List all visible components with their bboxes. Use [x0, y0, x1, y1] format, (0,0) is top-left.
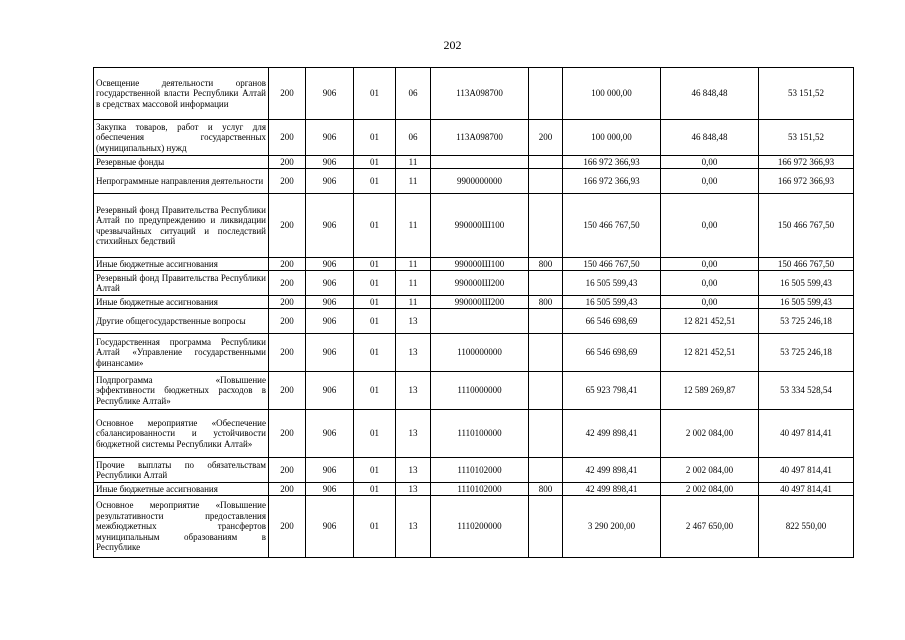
section-code-cell: 01	[354, 496, 396, 558]
table-row	[94, 496, 854, 558]
amount-executed-cell: 2 467 650,00	[661, 496, 759, 558]
admin-code-cell: 906	[306, 309, 354, 334]
admin-code-cell: 906	[306, 483, 354, 496]
subsection-code-cell: 13	[396, 334, 431, 372]
section-code-cell: 01	[354, 410, 396, 458]
subsection-code-cell: 13	[396, 496, 431, 558]
target-article-cell: 113A098700	[431, 120, 529, 156]
amount-planned-cell: 166 972 366,93	[563, 169, 661, 194]
ved-code-cell: 200	[269, 334, 306, 372]
amount-executed-cell: 0,00	[661, 156, 759, 169]
target-article-cell: 1110102000	[431, 458, 529, 483]
row-name-cell: Иные бюджетные ассигнования	[94, 483, 269, 496]
table-row	[94, 410, 854, 458]
amount-remaining-cell: 16 505 599,43	[759, 271, 854, 296]
section-code-cell: 01	[354, 309, 396, 334]
table-row	[94, 271, 854, 296]
amount-remaining-cell: 822 550,00	[759, 496, 854, 558]
row-name-cell: Прочие выплаты по обязательствам Республики Алтай	[94, 458, 269, 483]
section-code-cell: 01	[354, 156, 396, 169]
budget-table	[93, 67, 854, 558]
section-code-cell: 01	[354, 483, 396, 496]
ved-code-cell: 200	[269, 169, 306, 194]
amount-remaining-cell: 16 505 599,43	[759, 296, 854, 309]
amount-planned-cell: 42 499 898,41	[563, 483, 661, 496]
table-row	[94, 194, 854, 258]
target-article-cell	[431, 156, 529, 169]
row-name-cell: Иные бюджетные ассигнования	[94, 258, 269, 271]
ved-code-cell: 200	[269, 258, 306, 271]
amount-planned-cell: 16 505 599,43	[563, 296, 661, 309]
amount-executed-cell: 2 002 084,00	[661, 458, 759, 483]
amount-planned-cell: 166 972 366,93	[563, 156, 661, 169]
expense-type-cell	[529, 156, 563, 169]
target-article-cell: 113A098700	[431, 68, 529, 120]
amount-remaining-cell: 166 972 366,93	[759, 156, 854, 169]
amount-remaining-cell: 53 725 246,18	[759, 334, 854, 372]
target-article-cell: 990000Ш200	[431, 271, 529, 296]
admin-code-cell: 906	[306, 334, 354, 372]
target-article-cell: 1110102000	[431, 483, 529, 496]
row-name-cell: Закупка товаров, работ и услуг для обеспечения государственных (муниципальных) нужд	[94, 120, 269, 156]
ved-code-cell: 200	[269, 68, 306, 120]
amount-executed-cell: 2 002 084,00	[661, 410, 759, 458]
admin-code-cell: 906	[306, 372, 354, 410]
section-code-cell: 01	[354, 258, 396, 271]
page-number: 202	[443, 38, 462, 52]
table-row	[94, 372, 854, 410]
subsection-code-cell: 06	[396, 120, 431, 156]
admin-code-cell: 906	[306, 271, 354, 296]
expense-type-cell: 200	[529, 120, 563, 156]
amount-planned-cell: 150 466 767,50	[563, 258, 661, 271]
row-name-cell: Иные бюджетные ассигнования	[94, 296, 269, 309]
section-code-cell: 01	[354, 194, 396, 258]
amount-planned-cell: 16 505 599,43	[563, 271, 661, 296]
ved-code-cell: 200	[269, 156, 306, 169]
amount-executed-cell: 12 821 452,51	[661, 334, 759, 372]
subsection-code-cell: 11	[396, 258, 431, 271]
amount-remaining-cell: 40 497 814,41	[759, 458, 854, 483]
amount-planned-cell: 42 499 898,41	[563, 410, 661, 458]
target-article-cell: 990000Ш100	[431, 258, 529, 271]
subsection-code-cell: 11	[396, 194, 431, 258]
section-code-cell: 01	[354, 458, 396, 483]
admin-code-cell: 906	[306, 194, 354, 258]
admin-code-cell: 906	[306, 156, 354, 169]
admin-code-cell: 906	[306, 258, 354, 271]
table-row	[94, 258, 854, 271]
ved-code-cell: 200	[269, 458, 306, 483]
table-row	[94, 68, 854, 120]
amount-executed-cell: 12 821 452,51	[661, 309, 759, 334]
ved-code-cell: 200	[269, 194, 306, 258]
amount-planned-cell: 42 499 898,41	[563, 458, 661, 483]
target-article-cell: 990000Ш100	[431, 194, 529, 258]
table-row	[94, 309, 854, 334]
table-row	[94, 169, 854, 194]
table-row	[94, 334, 854, 372]
expense-type-cell: 800	[529, 296, 563, 309]
target-article-cell: 9900000000	[431, 169, 529, 194]
amount-remaining-cell: 150 466 767,50	[759, 258, 854, 271]
section-code-cell: 01	[354, 120, 396, 156]
expense-type-cell	[529, 68, 563, 120]
subsection-code-cell: 11	[396, 271, 431, 296]
subsection-code-cell: 13	[396, 410, 431, 458]
admin-code-cell: 906	[306, 169, 354, 194]
subsection-code-cell: 11	[396, 156, 431, 169]
target-article-cell: 1110200000	[431, 496, 529, 558]
section-code-cell: 01	[354, 68, 396, 120]
expense-type-cell	[529, 334, 563, 372]
target-article-cell: 1100000000	[431, 334, 529, 372]
amount-remaining-cell: 53 151,52	[759, 68, 854, 120]
amount-remaining-cell: 166 972 366,93	[759, 169, 854, 194]
amount-planned-cell: 100 000,00	[563, 120, 661, 156]
row-name-cell: Подпрограмма «Повышение эффективности бюджетных расходов в Республике Алтай»	[94, 372, 269, 410]
amount-executed-cell: 0,00	[661, 271, 759, 296]
admin-code-cell: 906	[306, 496, 354, 558]
amount-executed-cell: 46 848,48	[661, 120, 759, 156]
subsection-code-cell: 11	[396, 296, 431, 309]
ved-code-cell: 200	[269, 271, 306, 296]
amount-remaining-cell: 40 497 814,41	[759, 410, 854, 458]
expense-type-cell	[529, 194, 563, 258]
row-name-cell: Государственная программа Республики Алтай «Управление государственными финансами»	[94, 334, 269, 372]
expense-type-cell	[529, 169, 563, 194]
ved-code-cell: 200	[269, 410, 306, 458]
target-article-cell: 990000Ш200	[431, 296, 529, 309]
amount-executed-cell: 0,00	[661, 194, 759, 258]
admin-code-cell: 906	[306, 458, 354, 483]
amount-planned-cell: 65 923 798,41	[563, 372, 661, 410]
target-article-cell	[431, 309, 529, 334]
target-article-cell: 1110000000	[431, 372, 529, 410]
target-article-cell: 1110100000	[431, 410, 529, 458]
section-code-cell: 01	[354, 169, 396, 194]
table-row	[94, 458, 854, 483]
table-row	[94, 483, 854, 496]
amount-planned-cell: 100 000,00	[563, 68, 661, 120]
table-row	[94, 296, 854, 309]
amount-planned-cell: 66 546 698,69	[563, 334, 661, 372]
admin-code-cell: 906	[306, 296, 354, 309]
section-code-cell: 01	[354, 334, 396, 372]
amount-remaining-cell: 53 151,52	[759, 120, 854, 156]
row-name-cell: Непрограммные направления деятельности	[94, 169, 269, 194]
amount-remaining-cell: 53 334 528,54	[759, 372, 854, 410]
row-name-cell: Резервный фонд Правительства Республики Алтай по предупреждению и ликвидации чрезвычайных ситуаций и последствий стихийных бедствий	[94, 194, 269, 258]
section-code-cell: 01	[354, 372, 396, 410]
table-row	[94, 120, 854, 156]
admin-code-cell: 906	[306, 68, 354, 120]
table-row	[94, 156, 854, 169]
ved-code-cell: 200	[269, 120, 306, 156]
section-code-cell: 01	[354, 271, 396, 296]
budget-table-body	[94, 68, 854, 558]
expense-type-cell: 800	[529, 483, 563, 496]
expense-type-cell	[529, 410, 563, 458]
amount-executed-cell: 2 002 084,00	[661, 483, 759, 496]
amount-remaining-cell: 150 466 767,50	[759, 194, 854, 258]
row-name-cell: Основное мероприятие «Обеспечение сбалансированности и устойчивости бюджетной системы Республики Алтай»	[94, 410, 269, 458]
admin-code-cell: 906	[306, 410, 354, 458]
ved-code-cell: 200	[269, 483, 306, 496]
row-name-cell: Резервный фонд Правительства Республики Алтай	[94, 271, 269, 296]
row-name-cell: Другие общегосударственные вопросы	[94, 309, 269, 334]
admin-code-cell: 906	[306, 120, 354, 156]
row-name-cell: Основное мероприятие «Повышение результативности предоставления межбюджетных трансфертов муниципальным образованиям в Республике	[94, 496, 269, 558]
expense-type-cell	[529, 309, 563, 334]
amount-executed-cell: 46 848,48	[661, 68, 759, 120]
subsection-code-cell: 11	[396, 169, 431, 194]
ved-code-cell: 200	[269, 296, 306, 309]
section-code-cell: 01	[354, 296, 396, 309]
subsection-code-cell: 13	[396, 483, 431, 496]
subsection-code-cell: 06	[396, 68, 431, 120]
row-name-cell: Резервные фонды	[94, 156, 269, 169]
expense-type-cell: 800	[529, 258, 563, 271]
amount-executed-cell: 0,00	[661, 169, 759, 194]
amount-remaining-cell: 53 725 246,18	[759, 309, 854, 334]
amount-planned-cell: 3 290 200,00	[563, 496, 661, 558]
ved-code-cell: 200	[269, 372, 306, 410]
amount-planned-cell: 66 546 698,69	[563, 309, 661, 334]
subsection-code-cell: 13	[396, 309, 431, 334]
amount-executed-cell: 12 589 269,87	[661, 372, 759, 410]
amount-executed-cell: 0,00	[661, 296, 759, 309]
ved-code-cell: 200	[269, 496, 306, 558]
amount-executed-cell: 0,00	[661, 258, 759, 271]
expense-type-cell	[529, 271, 563, 296]
row-name-cell: Освещение деятельности органов государственной власти Республики Алтай в средствах массовой информации	[94, 68, 269, 120]
subsection-code-cell: 13	[396, 458, 431, 483]
expense-type-cell	[529, 496, 563, 558]
ved-code-cell: 200	[269, 309, 306, 334]
amount-planned-cell: 150 466 767,50	[563, 194, 661, 258]
expense-type-cell	[529, 458, 563, 483]
amount-remaining-cell: 40 497 814,41	[759, 483, 854, 496]
subsection-code-cell: 13	[396, 372, 431, 410]
expense-type-cell	[529, 372, 563, 410]
